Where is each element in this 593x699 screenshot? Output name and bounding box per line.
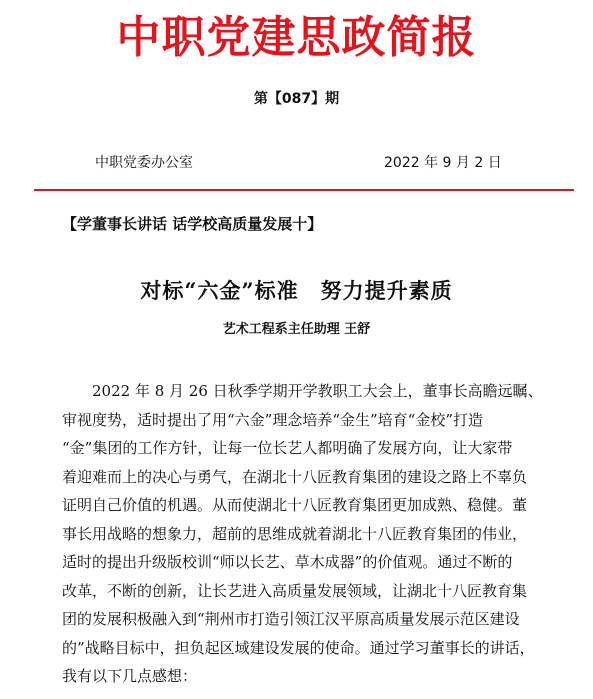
- body-line: 团的发展积极融入到“荆州市打造引领江汉平原高质量发展示范区建设: [62, 610, 520, 628]
- masthead-title: 中职党建思政简报: [116, 12, 477, 63]
- issue-date: 2022 年 9 月 2 日: [384, 155, 502, 171]
- column-tag: 【学董事长讲话 话学校高质量发展十】: [62, 215, 323, 233]
- article-title: 对标“六金”标准 努力提升素质: [140, 278, 453, 303]
- body-line: 我有以下几点感想：: [62, 667, 198, 685]
- body-line: 2022 年 8 月 26 日秋季学期开学教职工大会上，董事长高瞻远瞩、: [92, 382, 543, 400]
- body-line: 证明自己价值的机遇。从而使湖北十八匠教育集团更加成熟、稳健。董: [62, 496, 528, 514]
- body-line: 改革，不断的创新，让长艺进入高质量发展领域，让湖北十八匠教育集: [62, 581, 528, 600]
- body-line: 审视度势，适时提出了用“六金”理念培养“金生”培育“金校”打造: [62, 410, 484, 429]
- body-line: “金”集团的工作方针，让每一位长艺人都明确了发展方向，让大家带: [62, 439, 513, 457]
- body-line: 适时的提出升级版校训“师以长艺、草木成器”的价值观。通过不断的: [62, 553, 513, 571]
- article-body: [62, 377, 543, 691]
- body-line: 事长用战略的想象力，超前的思维成就着湖北十八匠教育集团的伟业，: [62, 524, 528, 543]
- issuing-office: 中职党委办公室: [95, 155, 193, 171]
- body-line: 着迎难而上的决心与勇气，在湖北十八匠教育集团的建设之路上不辜负: [62, 467, 528, 486]
- issue-number: 第【087】期: [253, 91, 340, 107]
- article-author: 艺术工程系主任助理 王舒: [222, 322, 371, 337]
- body-line: 的”战略目标中，担负起区域建设发展的使命。通过学习董事长的讲话，: [62, 638, 535, 657]
- header-divider: [34, 189, 574, 191]
